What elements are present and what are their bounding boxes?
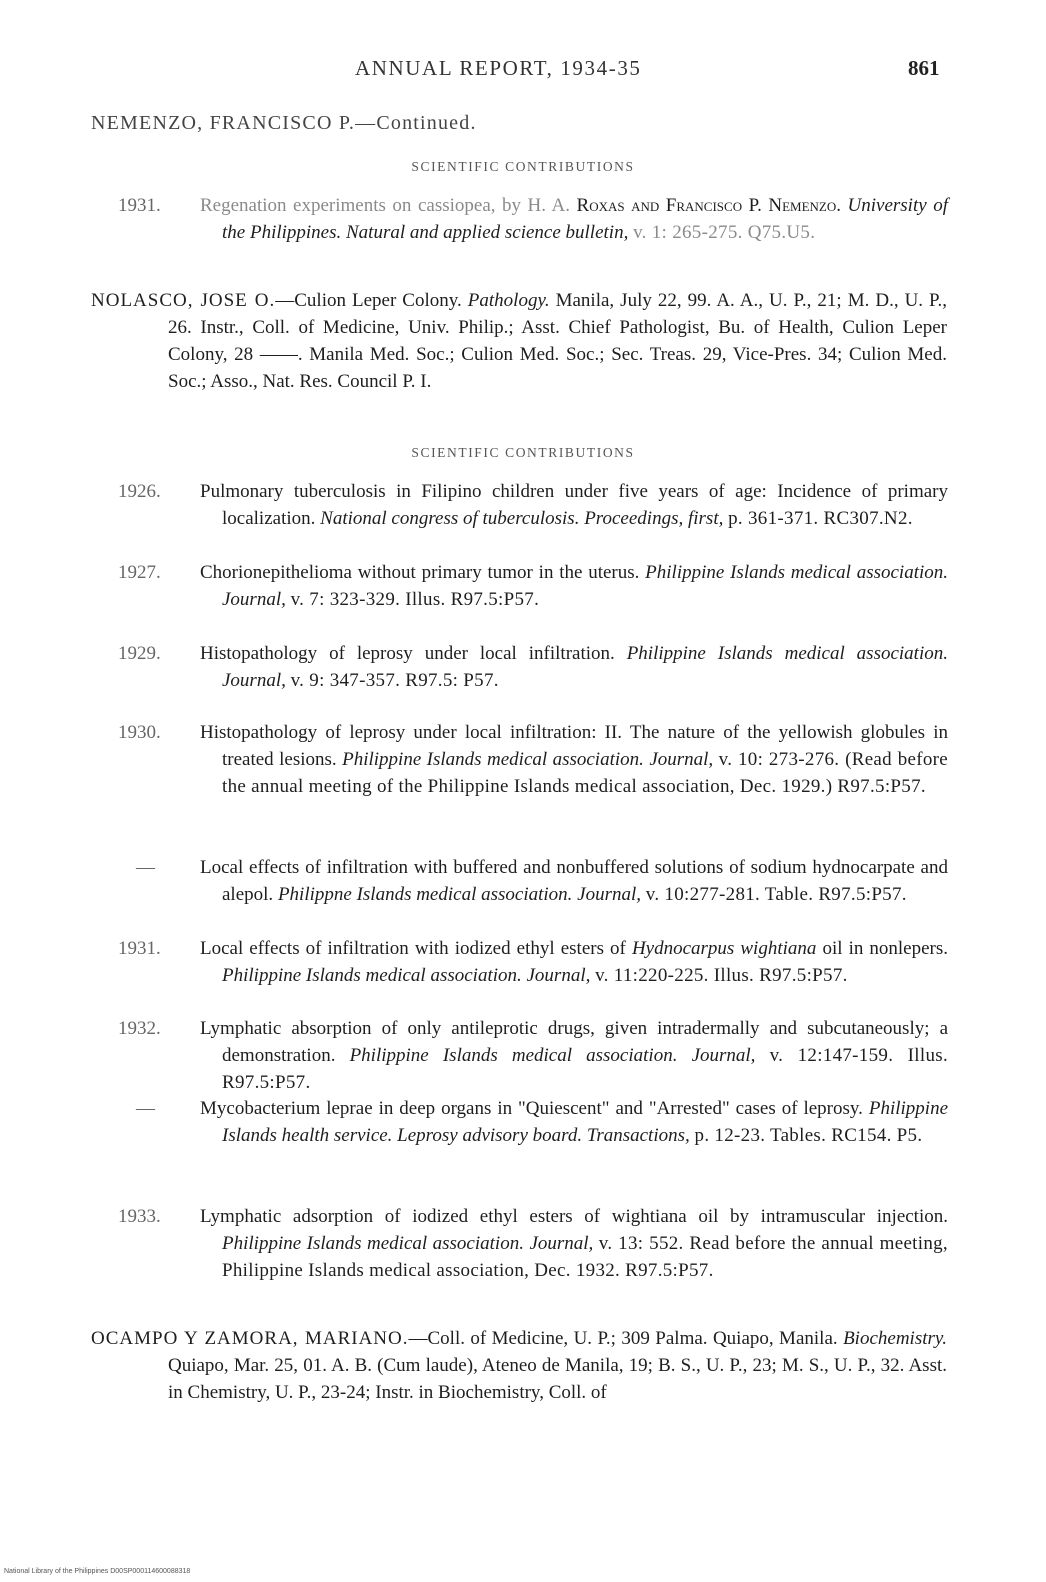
- report-title: ANNUAL REPORT, 1934-35: [355, 56, 642, 80]
- citation-authors: Roxas and Francisco P. Nemenzo.: [576, 195, 841, 216]
- citation-journal: Philippine Islands medical association. Journal,: [222, 562, 948, 610]
- citation-journal: Philippine Islands medical association. Journal,: [222, 965, 591, 986]
- entry-year: —: [136, 857, 155, 878]
- entry-citation: [200, 192, 948, 246]
- entry-citation: [200, 719, 948, 800]
- scan-footer: National Library of the Philippines D00SP000114600088318: [4, 1568, 191, 1575]
- citation-journal: National congress of tuberculosis. Proceedings, first,: [320, 508, 724, 529]
- citation-journal: University of the Philippines. Natural and applied science bulletin,: [222, 195, 948, 243]
- citation-details: p. 361-371. RC307.N2.: [728, 508, 913, 529]
- entry-citation: [200, 935, 948, 989]
- citation-title: Chorionepithelioma without primary tumor in the uterus.: [200, 562, 640, 583]
- bio-details: Manila, July 22, 99. A. A., U. P., 21; M. D., U. P., 26. Instr., Coll. of Medicine, Univ. Philip.; Asst. Chief Pathologist, Bu. of Health, Culion Leper Colony, 28 ——. Manila Med. Soc.; Culion Med. Soc.; Sec. Treas. 29, Vice-Pres. 34; Culion Med. Soc.; Asso., Nat. Res. Council P. I.: [168, 290, 948, 392]
- citation-journal: Philippine Islands medical association. Journal,: [222, 1233, 594, 1254]
- running-head: [0, 56, 1046, 86]
- citation-title-cont: oil in nonlepers.: [822, 938, 949, 959]
- citation-title: Regenation experiments on cassiopea, by H. A.: [200, 195, 577, 216]
- citation-title: Local effects of infiltration with iodized ethyl esters of: [200, 938, 626, 959]
- entry-citation: [200, 1095, 948, 1149]
- citation-title: Local effects of infiltration with buffered and nonbuffered solutions of sodium hydnocarpate and alepol.: [200, 857, 948, 905]
- citation-title: Mycobacterium leprae in deep organs in "Quiescent" and "Arrested" cases of leprosy.: [200, 1098, 863, 1119]
- citation-journal: Philippine Islands medical association. Journal,: [222, 643, 948, 691]
- entry-citation: [200, 1015, 948, 1096]
- entry-year: 1929.: [118, 643, 161, 664]
- bio-name: NOLASCO, JOSE O.: [91, 290, 276, 311]
- citation-details: p. 12-23. Tables. RC154. P5.: [694, 1125, 923, 1146]
- citation-title: Lymphatic adsorption of iodized ethyl esters of wightiana oil by intramuscular injection.: [200, 1206, 948, 1227]
- entry-year: 1926.: [118, 481, 161, 502]
- citation-species: Hydnocarpus wightiana: [631, 938, 817, 959]
- citation-details: v. 11:220-225. Illus. R97.5:P57.: [595, 965, 848, 986]
- citation-title: Lymphatic absorption of only antileprotic drugs, given intradermally and subcutaneously; a demonstration.: [200, 1018, 948, 1066]
- entry-year: 1933.: [118, 1206, 161, 1227]
- citation-details: v. 13: 552. Read before the annual meeting, Philippine Islands medical association, Dec. 1932. R97.5:P57.: [222, 1233, 948, 1281]
- biography-ocampo: [91, 1325, 947, 1406]
- citation-journal: Philippne Islands medical association. Journal,: [277, 884, 642, 905]
- citation-title: Pulmonary tuberculosis in Filipino children under five years of age: Incidence of primary localization.: [200, 481, 948, 529]
- citation-journal: Philippine Islands medical association. Journal,: [342, 749, 714, 770]
- bio-affiliation: —Culion Leper Colony.: [275, 290, 462, 311]
- entry-citation: [200, 1203, 948, 1284]
- entry-year: 1927.: [118, 562, 161, 583]
- bio-field: Biochemistry.: [843, 1328, 948, 1349]
- entry-citation: [200, 478, 948, 532]
- continued-heading: NEMENZO, FRANCISCO P.—Continued.: [91, 112, 477, 134]
- citation-journal: Philippine Islands medical association. Journal,: [349, 1045, 756, 1066]
- entry-year: 1931.: [118, 195, 161, 216]
- citation-title: Histopathology of leprosy under local infiltration.: [200, 643, 615, 664]
- citation-details: v. 10:277-281. Table. R97.5:P57.: [645, 884, 907, 905]
- bio-affiliation: —Coll. of Medicine, U. P.; 309 Palma. Quiapo, Manila.: [408, 1328, 838, 1349]
- citation-details: v. 7: 323-329. Illus. R97.5:P57.: [290, 589, 540, 610]
- citation-details: v. 10: 273-276. (Read before the annual meeting of the Philippine Islands medical association, Dec. 1929.) R97.5:P57.: [222, 749, 949, 797]
- entry-citation: [200, 640, 948, 694]
- entry-citation: [200, 854, 948, 908]
- biography-nolasco: [91, 287, 947, 395]
- page-number: 861: [908, 56, 940, 80]
- entry-year: —: [136, 1098, 155, 1119]
- section-heading-nolasco: SCIENTIFIC CONTRIBUTIONS: [411, 445, 635, 460]
- section-heading-nemenzo: SCIENTIFIC CONTRIBUTIONS: [411, 159, 635, 174]
- bio-field: Pathology.: [467, 290, 550, 311]
- citation-title: Histopathology of leprosy under local infiltration: II. The nature of the yellowish globules in treated lesions.: [200, 722, 948, 770]
- bio-details: Quiapo, Mar. 25, 01. A. B. (Cum laude), Ateneo de Manila, 19; B. S., U. P., 23; M. S., U. P., 32. Asst. in Chemistry, U. P., 23-24; Instr. in Biochemistry, Coll. of: [168, 1355, 947, 1403]
- entry-year: 1931.: [118, 938, 161, 959]
- citation-journal: Philippine Islands health service. Leprosy advisory board. Transactions,: [222, 1098, 949, 1146]
- bio-name: OCAMPO Y ZAMORA, MARIANO.: [91, 1328, 409, 1349]
- entry-citation: [200, 559, 948, 613]
- entry-year: 1930.: [118, 722, 161, 743]
- citation-details: v. 1: 265-275. Q75.U5.: [633, 222, 816, 243]
- citation-details: v. 12:147-159. Illus. R97.5:P57.: [222, 1045, 949, 1093]
- citation-details: v. 9: 347-357. R97.5: P57.: [290, 670, 499, 691]
- entry-year: 1932.: [118, 1018, 161, 1039]
